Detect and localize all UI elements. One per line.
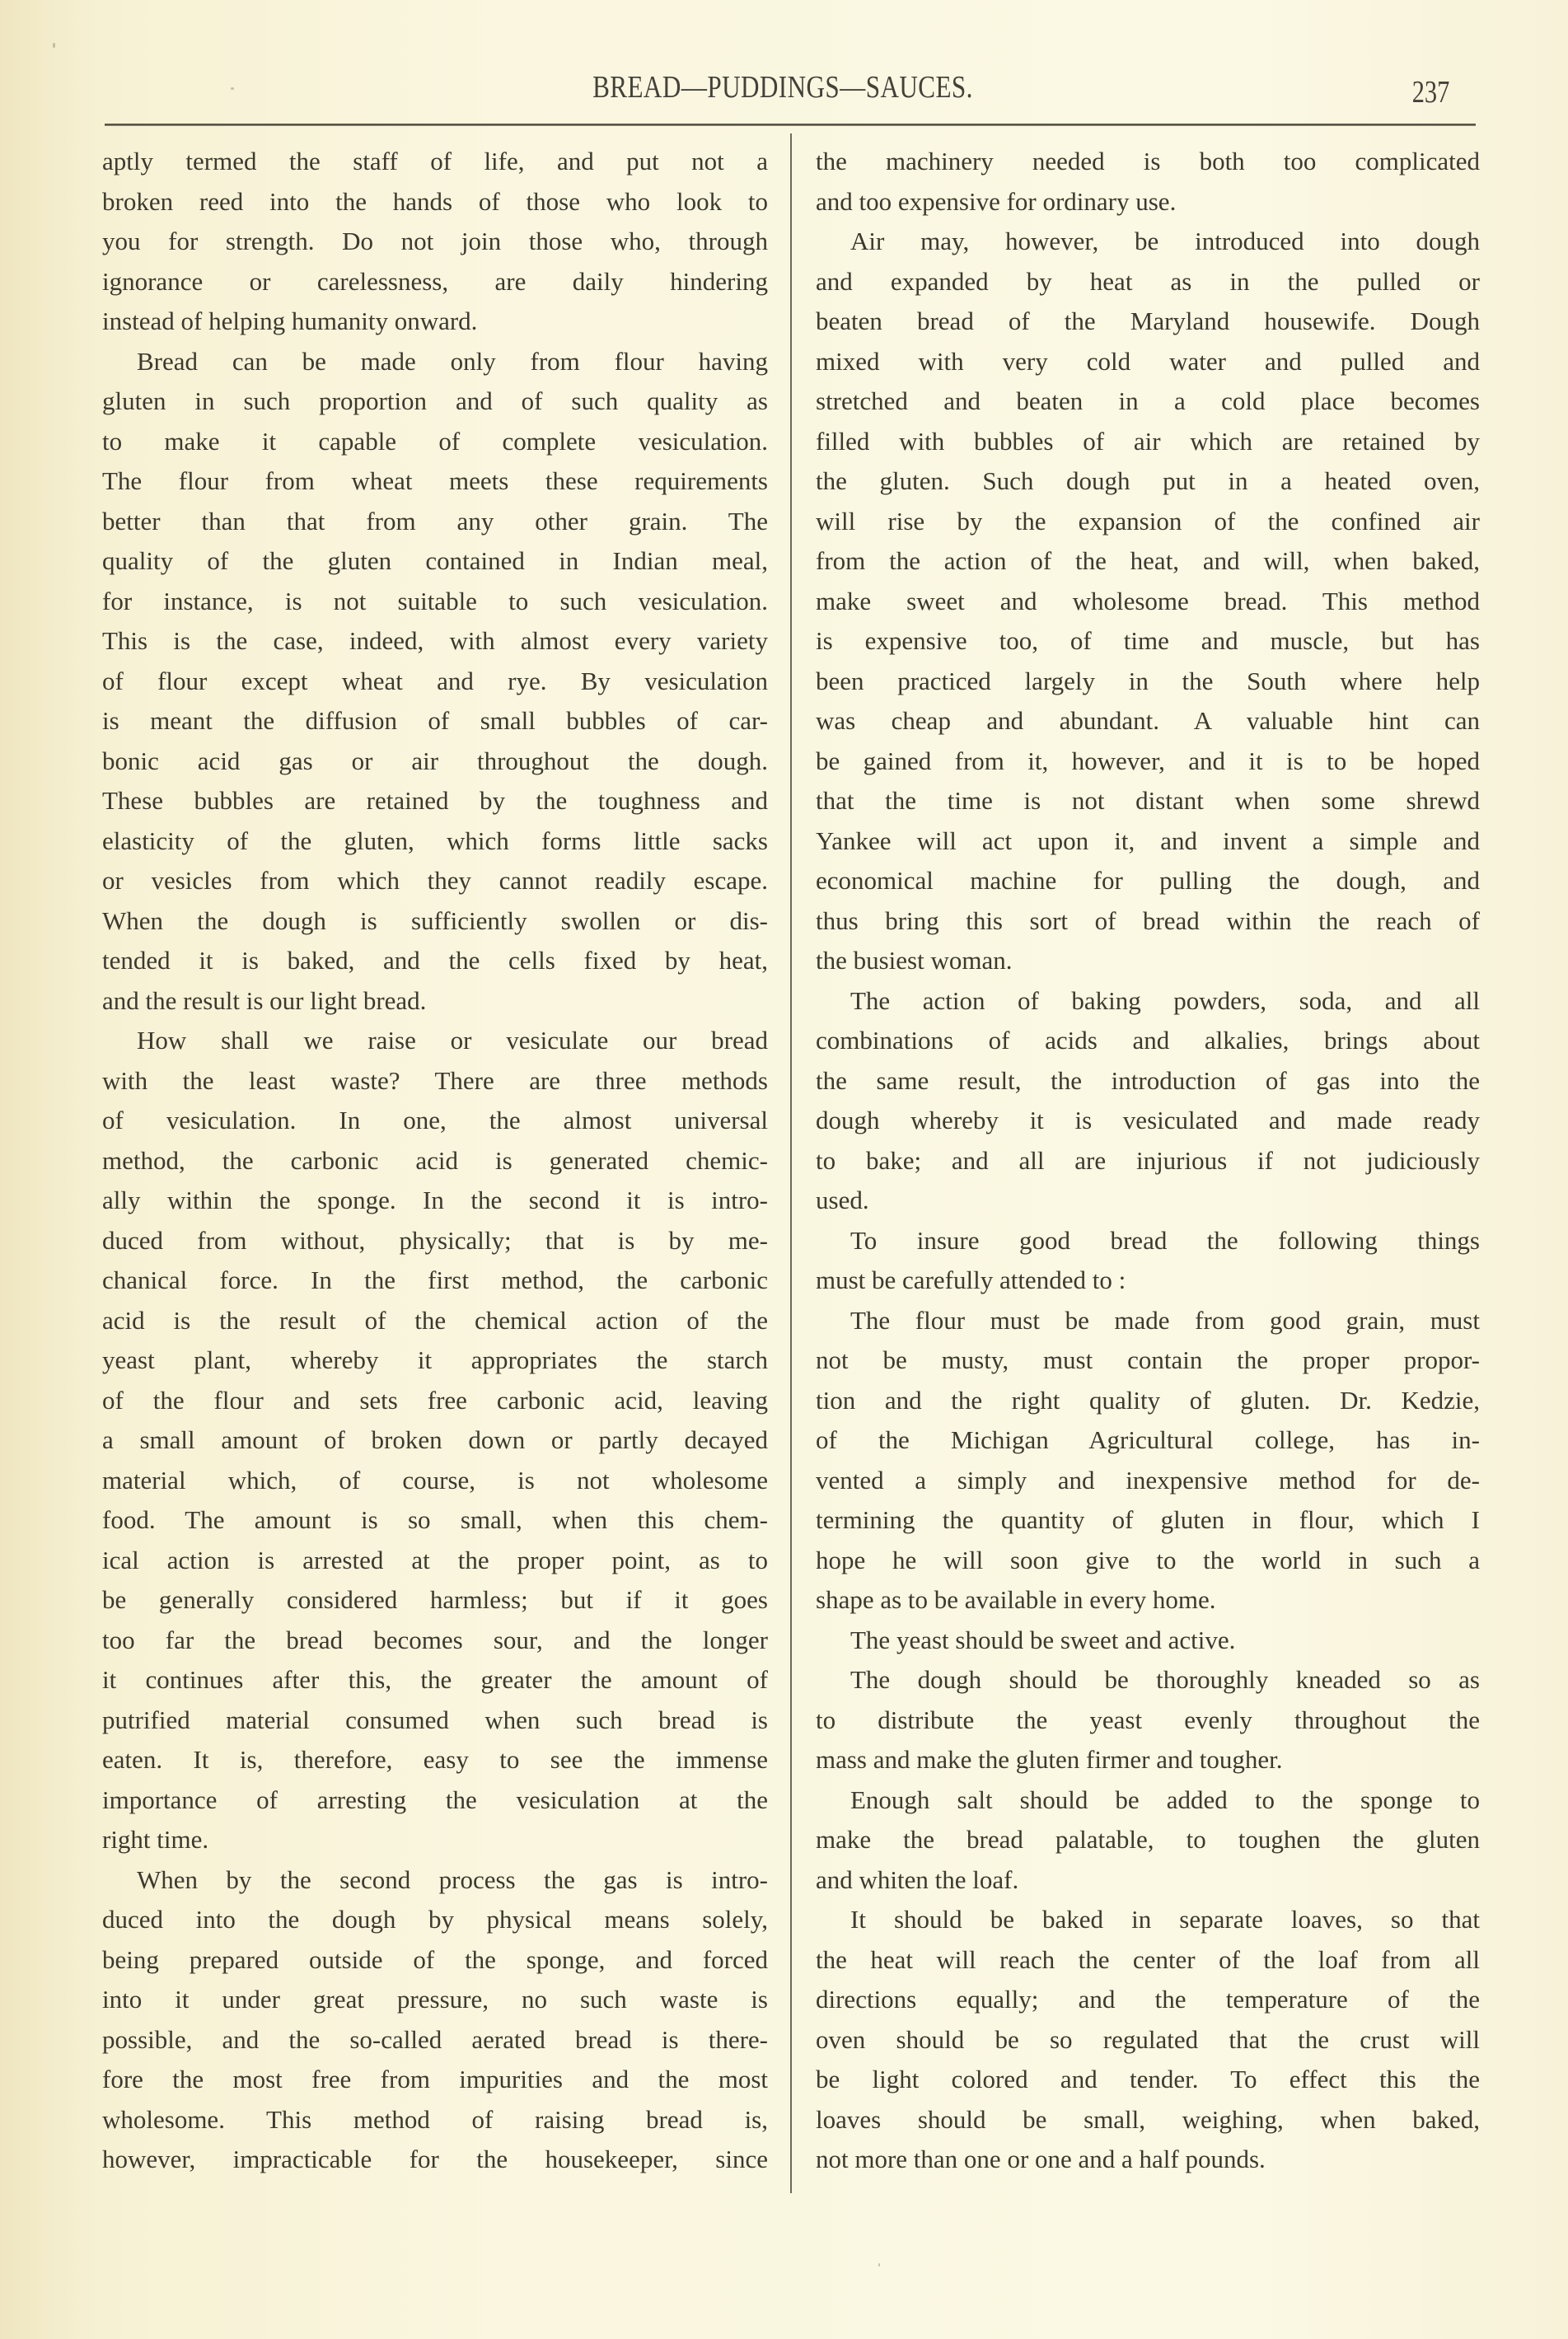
text-line: and the result is our light bread. (102, 985, 427, 1015)
text-line: instead of helping humanity onward. (102, 306, 478, 335)
left-column (102, 142, 768, 2180)
paragraph (816, 1660, 1480, 1780)
text-line: How shall we raise or vesiculate our bread (137, 1026, 768, 1055)
text-line: that the time is not distant when some shrewd (816, 786, 1480, 815)
text-line: or vesicles from which they cannot readily escape. (102, 866, 768, 895)
text-line: not more than one or one and a half pounds. (816, 2145, 1266, 2173)
text-line: tended it is baked, and the cells fixed by heat, (102, 946, 768, 975)
text-line: and too expensive for ordinary use. (816, 186, 1177, 216)
paper-speck (53, 43, 55, 48)
paper-speck (231, 87, 234, 90)
text-line: beaten bread of the Maryland housewife. Dough (816, 306, 1480, 335)
text-line: being prepared outside of the sponge, and forced (102, 1944, 768, 1974)
header-rule (105, 124, 1476, 125)
text-line: bonic acid gas or air throughout the dough. (102, 746, 768, 775)
text-line: make sweet and wholesome bread. This method (816, 586, 1480, 615)
text-line: into it under great pressure, no such waste is (102, 1985, 768, 2014)
text-line: is expensive too, of time and muscle, but has (816, 626, 1480, 655)
text-line: to distribute the yeast evenly throughout the (816, 1705, 1480, 1734)
text-line: elasticity of the gluten, which forms little sacks (102, 826, 768, 855)
column-divider (790, 133, 792, 2193)
text-line: right time. (102, 1825, 209, 1854)
paragraph (816, 222, 1480, 981)
paragraph (816, 981, 1480, 1221)
text-line: for instance, is not suitable to such vesiculation. (102, 586, 768, 615)
text-line: from the action of the heat, and will, when baked, (816, 546, 1480, 575)
text-line: broken reed into the hands of those who look to (102, 186, 768, 216)
text-line: be generally considered harmless; but if it goes (102, 1585, 768, 1614)
text-line: the machinery needed is both too complicated (816, 147, 1480, 175)
text-line: oven should be so regulated that the crust will (816, 2024, 1480, 2054)
text-line: mixed with very cold water and pulled and (816, 346, 1480, 376)
text-line: The dough should be thoroughly kneaded so as (850, 1665, 1480, 1694)
text-line: Air may, however, be introduced into dough (850, 227, 1480, 255)
text-line: importance of arresting the vesiculation at the (102, 1785, 768, 1814)
page-number: 237 (1411, 75, 1450, 110)
text-line: yeast plant, whereby it appropriates the starch (102, 1345, 768, 1374)
text-line: been practiced largely in the South where help (816, 666, 1480, 695)
text-line: loaves should be small, weighing, when baked, (816, 2104, 1480, 2134)
text-line: be light colored and tender. To effect this the (816, 2065, 1480, 2093)
paragraph (816, 1221, 1480, 1301)
text-line: chanical force. In the first method, the carbonic (102, 1265, 768, 1294)
text-line: the busiest woman. (816, 946, 1013, 975)
text-line: make the bread palatable, to toughen the gluten (816, 1825, 1480, 1854)
text-line: economical machine for pulling the dough, and (816, 866, 1480, 895)
text-line: duced into the dough by physical means solely, (102, 1905, 768, 1934)
text-line: To insure good bread the following things (850, 1225, 1480, 1255)
text-line: gluten in such proportion and of such quality as (102, 386, 768, 415)
text-line: material which, of course, is not wholesome (102, 1465, 768, 1495)
text-line: to bake; and all are injurious if not judiciously (816, 1145, 1480, 1175)
text-line: used. (816, 1186, 869, 1214)
paragraph (816, 1621, 1480, 1661)
text-line: with the least waste? There are three methods (102, 1065, 768, 1095)
text-line: food. The amount is so small, when this chem- (102, 1505, 768, 1534)
text-line: combinations of acids and alkalies, brings about (816, 1026, 1480, 1055)
paragraph (102, 1021, 768, 1860)
text-line: tion and the right quality of gluten. Dr. Kedzie, (816, 1385, 1480, 1415)
text-line: it continues after this, the greater the amount of (102, 1665, 768, 1694)
text-line: of the flour and sets free carbonic acid, leaving (102, 1385, 768, 1415)
text-line: and expanded by heat as in the pulled or (816, 266, 1480, 296)
text-line: be gained from it, however, and it is to be hoped (816, 746, 1480, 775)
paragraph (816, 1780, 1480, 1901)
text-line: was cheap and abundant. A valuable hint can (816, 706, 1480, 735)
text-line: Yankee will act upon it, and invent a simple and (816, 826, 1480, 855)
text-line: The yeast should be sweet and active. (850, 1625, 1236, 1654)
text-line: fore the most free from impurities and the most (102, 2065, 768, 2093)
text-line: ally within the sponge. In the second it is intro- (102, 1186, 768, 1214)
text-line: shape as to be available in every home. (816, 1585, 1216, 1614)
text-line: It should be baked in separate loaves, so that (850, 1905, 1480, 1934)
text-line: mass and make the gluten firmer and tougher. (816, 1745, 1283, 1774)
text-line: ical action is arrested at the proper point, as to (102, 1545, 768, 1574)
paper-speck (878, 2263, 880, 2266)
text-line: eaten. It is, therefore, easy to see the immense (102, 1745, 768, 1774)
text-line: and whiten the loaf. (816, 1864, 1019, 1894)
text-line: Bread can be made only from flour having (137, 346, 768, 376)
running-head (0, 64, 1568, 114)
text-line: method, the carbonic acid is generated chemic- (102, 1145, 768, 1175)
text-line: of vesiculation. In one, the almost universal (102, 1106, 768, 1134)
text-line: directions equally; and the temperature of the (816, 1985, 1480, 2014)
text-line: The flour must be made from good grain, must (850, 1305, 1480, 1335)
text-line: termining the quantity of gluten in flour, which I (816, 1505, 1480, 1534)
text-line: quality of the gluten contained in Indian meal, (102, 546, 768, 575)
paragraph (102, 1860, 768, 2180)
text-line: hope he will soon give to the world in such a (816, 1545, 1480, 1574)
text-line: however, impracticable for the housekeeper, since (102, 2145, 768, 2173)
text-line: When by the second process the gas is intro- (137, 1864, 768, 1894)
text-line: vented a simply and inexpensive method for de- (816, 1465, 1480, 1495)
text-line: dough whereby it is vesiculated and made ready (816, 1106, 1480, 1134)
text-line: to make it capable of complete vesiculation. (102, 426, 768, 456)
text-line: the heat will reach the center of the loaf from all (816, 1944, 1480, 1974)
text-line: must be carefully attended to : (816, 1265, 1126, 1294)
text-line: possible, and the so-called aerated bread is there- (102, 2024, 768, 2054)
paragraph (816, 1301, 1480, 1621)
text-line: ignorance or carelessness, are daily hindering (102, 266, 768, 296)
text-line: of flour except wheat and rye. By vesiculation (102, 666, 768, 695)
text-line: you for strength. Do not join those who, through (102, 227, 768, 255)
text-line: thus bring this sort of bread within the reach of (816, 905, 1480, 935)
text-line: the gluten. Such dough put in a heated oven, (816, 466, 1480, 495)
right-column (816, 142, 1480, 2180)
text-line: putrified material consumed when such bread is (102, 1705, 768, 1734)
text-line: Enough salt should be added to the sponge to (850, 1785, 1480, 1814)
text-line: wholesome. This method of raising bread is, (102, 2104, 768, 2134)
text-line: duced from without, physically; that is by me- (102, 1225, 768, 1255)
text-line: not be musty, must contain the proper propor- (816, 1345, 1480, 1374)
text-line: When the dough is sufficiently swollen or dis- (102, 905, 768, 935)
text-line: This is the case, indeed, with almost every variety (102, 626, 768, 655)
running-title: BREAD—PUDDINGS—SAUCES. (592, 70, 973, 105)
text-line: filled with bubbles of air which are retained by (816, 426, 1480, 456)
text-line: of the Michigan Agricultural college, has in- (816, 1425, 1480, 1454)
paragraph (816, 142, 1480, 222)
text-line: The flour from wheat meets these requirements (102, 466, 768, 495)
paragraph (102, 342, 768, 1022)
text-line: too far the bread becomes sour, and the longer (102, 1625, 768, 1654)
text-line: better than that from any other grain. The (102, 506, 768, 536)
text-line: These bubbles are retained by the toughness and (102, 786, 768, 815)
text-line: is meant the diffusion of small bubbles of car- (102, 706, 768, 735)
paragraph (816, 1900, 1480, 2180)
text-line: acid is the result of the chemical action of the (102, 1305, 768, 1335)
text-line: will rise by the expansion of the confined air (816, 506, 1480, 536)
text-line: stretched and beaten in a cold place becomes (816, 386, 1480, 415)
text-line: the same result, the introduction of gas into the (816, 1065, 1480, 1095)
text-line: aptly termed the staff of life, and put not a (102, 147, 768, 175)
text-line: a small amount of broken down or partly decayed (102, 1425, 768, 1454)
text-line: The action of baking powders, soda, and all (850, 985, 1480, 1015)
paragraph (102, 142, 768, 342)
